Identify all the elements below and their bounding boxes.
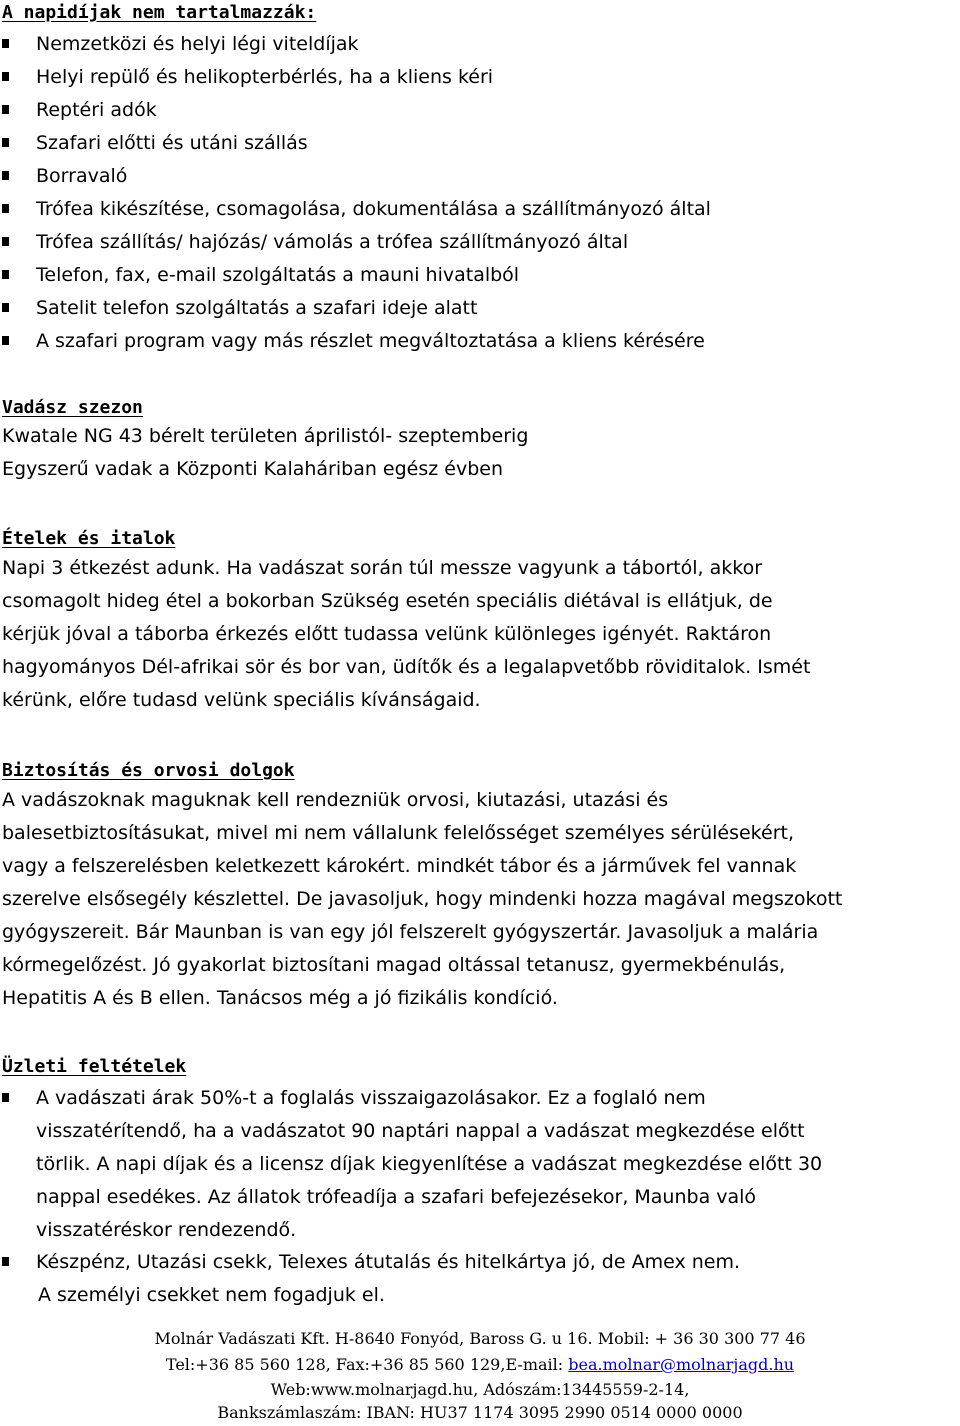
- list-item-continuation: törlik. A napi díjak és a licensz díjak kiegyenlítése a vadászat megkezdése előtt 30: [36, 1153, 823, 1175]
- list-item-text: A szafari program vagy más részlet megváltoztatása a kliens kérésére: [36, 330, 705, 352]
- square-bullet-icon: [2, 237, 9, 246]
- list-item-text: Trófea szállítás/ hajózás/ vámolás a trófea szállítmányozó által: [36, 231, 629, 253]
- insurance-line: vagy a felszerelésben keletkezett károkért. mindkét tábor és a járművek fel vannak: [2, 855, 797, 877]
- excluded-heading: A napidíjak nem tartalmazzák:: [2, 2, 317, 23]
- insurance-line: gyógyszereit. Bár Maunban is van egy jól felszerelt gyógyszertár. Javasoljuk a malária: [2, 921, 819, 943]
- list-item-text: Satelit telefon szolgáltatás a szafari ideje alatt: [36, 297, 478, 319]
- list-item-text: Helyi repülő és helikopterbérlés, ha a kliens kéri: [36, 66, 494, 88]
- footer-contact-line: [0, 1352, 960, 1378]
- square-bullet-icon: [2, 72, 9, 81]
- season-heading: Vadász szezon: [2, 397, 143, 418]
- square-bullet-icon: [2, 171, 9, 180]
- food-line: csomagolt hideg étel a bokorban Szükség esetén speciális diétával is ellátjuk, de: [2, 590, 773, 612]
- list-item-text: Telefon, fax, e-mail szolgáltatás a mauni hivatalból: [36, 264, 520, 286]
- list-item-continuation: A személyi csekket nem fogadjuk el.: [38, 1284, 385, 1306]
- season-line: Egyszerű vadak a Központi Kalaháriban egész évben: [2, 458, 504, 480]
- square-bullet-icon: [2, 1093, 9, 1102]
- square-bullet-icon: [2, 270, 9, 279]
- list-item-text: Szafari előtti és utáni szállás: [36, 132, 308, 154]
- list-item-text: A vadászati árak 50%-t a foglalás visszaigazolásakor. Ez a foglaló nem: [36, 1087, 706, 1109]
- square-bullet-icon: [2, 303, 9, 312]
- insurance-line: kórmegelőzést. Jó gyakorlat biztosítani magad oltással tetanusz, gyermekbénulás,: [2, 954, 786, 976]
- food-line: kérünk, előre tudasd velünk speciális kívánságaid.: [2, 689, 481, 711]
- food-heading: Ételek és italok: [2, 528, 176, 549]
- insurance-line: Hepatitis A és B ellen. Tanácsos még a jó fizikális kondíció.: [2, 987, 558, 1009]
- square-bullet-icon: [2, 138, 9, 147]
- list-item-continuation: nappal esedékes. Az állatok trófeadíja a szafari befejezésekor, Maunba való: [36, 1186, 757, 1208]
- list-item-text: Készpénz, Utazási csekk, Telexes átutalás és hitelkártya jó, de Amex nem.: [36, 1251, 741, 1273]
- list-item-continuation: visszatérítendő, ha a vadászatot 90 naptári nappal a vadászat megkezdése előtt: [36, 1120, 805, 1142]
- insurance-heading: Biztosítás és orvosi dolgok: [2, 760, 295, 781]
- season-line: Kwatale NG 43 bérelt területen áprilistól- szeptemberig: [2, 425, 529, 447]
- food-line: Napi 3 étkezést adunk. Ha vadászat során túl messze vagyunk a tábortól, akkor: [2, 557, 762, 579]
- terms-heading: Üzleti feltételek: [2, 1056, 187, 1077]
- insurance-line: szerelve elsősegély készlettel. De javasoljuk, hogy mindenki hozza magával megszokott: [2, 888, 843, 910]
- list-item-text: Borravaló: [36, 165, 128, 187]
- square-bullet-icon: [2, 105, 9, 114]
- footer-company-line: Molnár Vadászati Kft. H-8640 Fonyód, Baross G. u 16. Mobil: + 36 30 300 77 46: [154, 1329, 806, 1348]
- list-item-continuation: visszatéréskor rendezendő.: [36, 1219, 297, 1241]
- food-line: kérjük jóval a táborba érkezés előtt tudassa velünk különleges igényét. Raktáron: [2, 623, 772, 645]
- list-item-text: Nemzetközi és helyi légi viteldíjak: [36, 33, 359, 55]
- square-bullet-icon: [2, 204, 9, 213]
- square-bullet-icon: [2, 336, 9, 345]
- list-item-text: Trófea kikészítése, csomagolása, dokumentálása a szállítmányozó által: [36, 198, 711, 220]
- insurance-line: balesetbiztosításukat, mivel mi nem vállalunk felelősséget személyes sérülésekért,: [2, 822, 794, 844]
- square-bullet-icon: [2, 1257, 9, 1266]
- footer-contact-text: Tel:+36 85 560 128, Fax:+36 85 560 129,E-mail:: [165, 1355, 569, 1374]
- list-item-text: Reptéri adók: [36, 99, 157, 121]
- footer-email-link[interactable]: bea.molnar@molnarjagd.hu: [568, 1355, 795, 1374]
- footer-web-line: Web:www.molnarjagd.hu, Adószám:13445559-2-14,: [270, 1380, 690, 1399]
- insurance-line: A vadászoknak maguknak kell rendezniük orvosi, kiutazási, utazási és: [2, 789, 669, 811]
- square-bullet-icon: [2, 39, 9, 48]
- footer-bank-line: Bankszámlaszám: IBAN: HU37 1174 3095 2990 0514 0000 0000: [217, 1403, 743, 1422]
- food-line: hagyományos Dél-afrikai sör és bor van, üdítők és a legalapvetőbb röviditalok. Ismét: [2, 656, 811, 678]
